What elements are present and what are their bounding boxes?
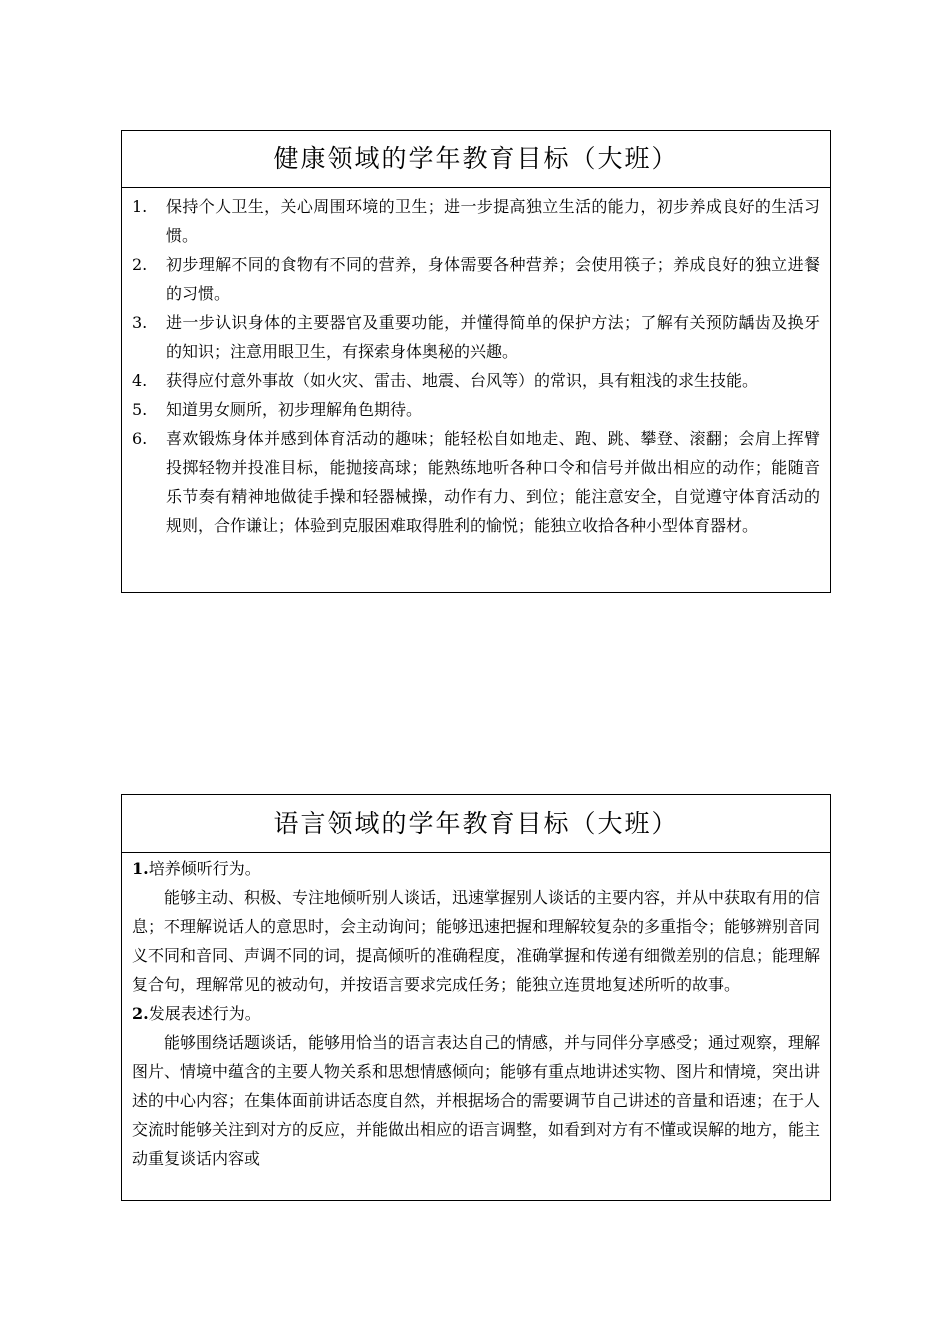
section-heading (132, 999, 820, 1028)
section-number: 2. (132, 1004, 149, 1023)
item-number: 3. (132, 313, 148, 332)
language-goals-title: 语言领域的学年教育目标（大班） (122, 795, 830, 853)
item-number: 4. (132, 371, 148, 390)
list-item (132, 424, 820, 540)
section-heading-text: 发展表述行为。 (148, 1004, 261, 1023)
item-number: 5. (132, 400, 148, 419)
list-item (132, 250, 820, 308)
section-heading-text: 培养倾听行为。 (148, 859, 261, 878)
health-goals-list (122, 188, 830, 540)
list-item (132, 308, 820, 366)
section-number: 1. (132, 859, 149, 878)
language-goals-body (122, 853, 830, 1173)
health-goals-body (122, 188, 830, 540)
item-number: 2. (132, 255, 148, 274)
item-text: 初步理解不同的食物有不同的营养，身体需要各种营养；会使用筷子；养成良好的独立进餐的习惯。 (166, 255, 820, 303)
item-number: 6. (132, 429, 148, 448)
language-goals-table (121, 794, 831, 1201)
item-text: 进一步认识身体的主要器官及重要功能，并懂得简单的保护方法；了解有关预防龋齿及换牙的知识；注意用眼卫生，有探索身体奥秘的兴趣。 (166, 313, 820, 361)
section-heading (132, 854, 820, 883)
item-number: 1. (132, 197, 148, 216)
list-item (132, 395, 820, 424)
health-goals-table (121, 130, 831, 593)
section-paragraph: 能够围绕话题谈话，能够用恰当的语言表达自己的情感，并与同伴分享感受；通过观察，理解图片、情境中蕴含的主要人物关系和思想情感倾向；能够有重点地讲述实物、图片和情境，突出讲述的中心内容；在集体面前讲话态度自然，并根据场合的需要调节自己讲述的音量和语速；在于人交流时能够关注到对方的反应，并能做出相应的语言调整，如看到对方有不懂或误解的地方，能主动重复谈话内容或 (132, 1033, 821, 1168)
item-text: 保持个人卫生，关心周围环境的卫生；进一步提高独立生活的能力，初步养成良好的生活习惯。 (166, 197, 820, 245)
item-text: 知道男女厕所，初步理解角色期待。 (166, 400, 423, 419)
list-item (132, 192, 820, 250)
section-paragraph: 能够主动、积极、专注地倾听别人谈话，迅速掌握别人谈话的主要内容，并从中获取有用的信息；不理解说话人的意思时，会主动询问；能够迅速把握和理解较复杂的多重指令；能够辨别音同义不同和音同、声调不同的词，提高倾听的准确程度，准确掌握和传递有细微差别的信息；能理解复合句，理解常见的被动句，并按语言要求完成任务；能独立连贯地复述所听的故事。 (132, 888, 821, 994)
list-item (132, 366, 820, 395)
item-text: 喜欢锻炼身体并感到体育活动的趣味；能轻松自如地走、跑、跳、攀登、滚翻；会肩上挥臂投掷轻物并投准目标，能抛接高球；能熟练地听各种口令和信号并做出相应的动作；能随音乐节奏有精神地做徒手操和轻器械操，动作有力、到位；能注意安全，自觉遵守体育活动的规则，合作谦让；体验到克服困难取得胜利的愉悦；能独立收拾各种小型体育器材。 (166, 429, 820, 535)
health-goals-title: 健康领域的学年教育目标（大班） (122, 131, 830, 188)
item-text: 获得应付意外事故（如火灾、雷击、地震、台风等）的常识，具有粗浅的求生技能。 (166, 371, 759, 390)
